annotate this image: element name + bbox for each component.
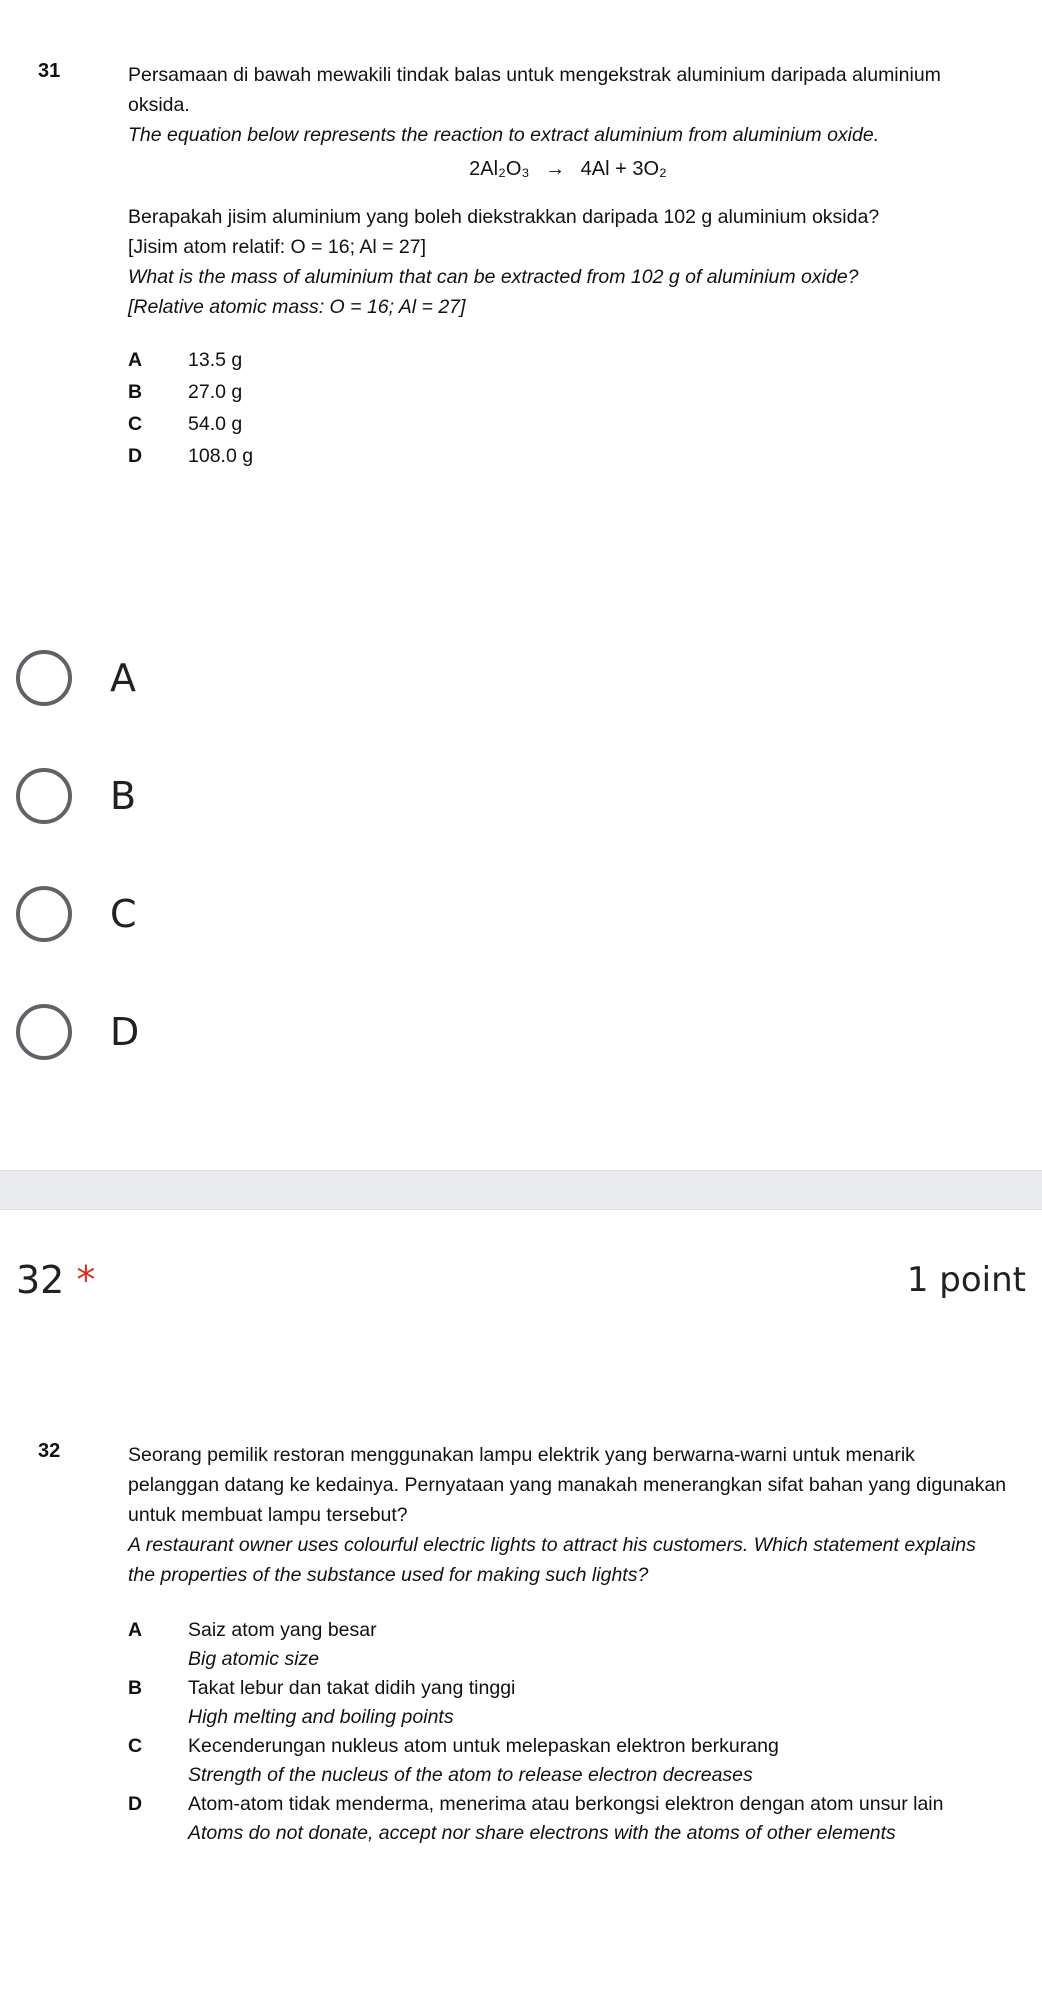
question-number: 32: [38, 1440, 61, 1462]
answer-option: [128, 440, 1008, 472]
option-text-english: High melting and boiling points: [188, 1706, 454, 1728]
radio-button[interactable]: [16, 1004, 72, 1060]
question-text-english: A restaurant owner uses colourful electric lights to attract his customers. Which statement explains the properties of the substance used for making such lights?: [128, 1534, 976, 1586]
option-text-english: Atoms do not donate, accept nor share electrons with the atoms of other elements: [188, 1822, 896, 1844]
question-title-number: 32: [16, 1258, 65, 1302]
question-header: [16, 1258, 1026, 1302]
option-letter: A: [128, 1619, 143, 1641]
points-label: 1 point: [906, 1260, 1026, 1300]
question-text-english: The equation below represents the reaction to extract aluminium from aluminium oxide.: [128, 124, 880, 146]
radio-label[interactable]: B: [110, 774, 137, 818]
equation-reactant: 2Al₂O₃: [469, 158, 530, 180]
question-body: [128, 60, 1008, 472]
option-letter: B: [128, 1677, 143, 1699]
answer-option: [128, 408, 1008, 440]
radio-button[interactable]: [16, 886, 72, 942]
question-prompt-malay: Berapakah jisim aluminium yang boleh diekstrakkan daripada 102 g aluminium oksida?: [128, 206, 880, 228]
radio-choice-a[interactable]: [16, 650, 136, 706]
given-data-english: [Relative atomic mass: O = 16; Al = 27]: [128, 296, 466, 318]
question-number: 31: [38, 60, 61, 82]
radio-choice-d[interactable]: [16, 1004, 139, 1060]
arrow-icon: →: [545, 158, 566, 180]
radio-choice-c[interactable]: [16, 886, 137, 942]
option-letter: A: [128, 349, 143, 371]
radio-label[interactable]: D: [110, 1010, 140, 1054]
radio-button[interactable]: [16, 650, 72, 706]
answer-option: [128, 1732, 1008, 1790]
answer-options-list: [128, 344, 1008, 472]
option-text: 27.0 g: [188, 381, 243, 403]
answer-option: [128, 376, 1008, 408]
question-prompt-english: What is the mass of aluminium that can be extracted from 102 g of aluminium oxide?: [128, 266, 859, 288]
answer-option: [128, 1790, 1008, 1848]
option-text-english: Strength of the nucleus of the atom to release electron decreases: [188, 1764, 753, 1786]
radio-choice-b[interactable]: [16, 768, 136, 824]
option-text-english: Big atomic size: [188, 1648, 320, 1670]
option-text: 13.5 g: [188, 349, 243, 371]
option-text: 54.0 g: [188, 413, 243, 435]
option-text-malay: Kecenderungan nukleus atom untuk melepaskan elektron berkurang: [188, 1735, 779, 1757]
question-title: [16, 1258, 95, 1302]
question-body: [128, 1440, 1008, 1848]
option-letter: C: [128, 413, 143, 435]
radio-button[interactable]: [16, 768, 72, 824]
option-letter: D: [128, 445, 143, 467]
option-text-malay: Saiz atom yang besar: [188, 1619, 377, 1641]
option-letter: B: [128, 381, 143, 403]
question-text-malay: Seorang pemilik restoran menggunakan lampu elektrik yang berwarna-warni untuk menarik pelanggan datang ke kedainya. Pernyataan yang manakah menerangkan sifat bahan yang digunakan untuk membuat lampu tersebut?: [128, 1444, 1007, 1526]
card-divider: [0, 1170, 1042, 1210]
given-data-malay: [Jisim atom relatif: O = 16; Al = 27]: [128, 236, 427, 258]
answer-option: [128, 1616, 1008, 1674]
answer-options-list: [128, 1616, 1008, 1848]
radio-label[interactable]: A: [110, 656, 136, 700]
option-text: 108.0 g: [188, 445, 254, 467]
question-text-malay: Persamaan di bawah mewakili tindak balas untuk mengekstrak aluminium daripada aluminium oksida.: [128, 64, 941, 116]
option-text-malay: Atom-atom tidak menderma, menerima atau berkongsi elektron dengan atom unsur lain: [188, 1793, 944, 1815]
option-letter: C: [128, 1735, 143, 1757]
equation-products: 4Al + 3O₂: [580, 158, 667, 180]
answer-option: [128, 344, 1008, 376]
option-letter: D: [128, 1793, 143, 1815]
chemical-equation: [128, 154, 1008, 184]
required-asterisk: *: [76, 1258, 96, 1302]
answer-option: [128, 1674, 1008, 1732]
option-text-malay: Takat lebur dan takat didih yang tinggi: [188, 1677, 516, 1699]
radio-label[interactable]: C: [110, 892, 137, 936]
